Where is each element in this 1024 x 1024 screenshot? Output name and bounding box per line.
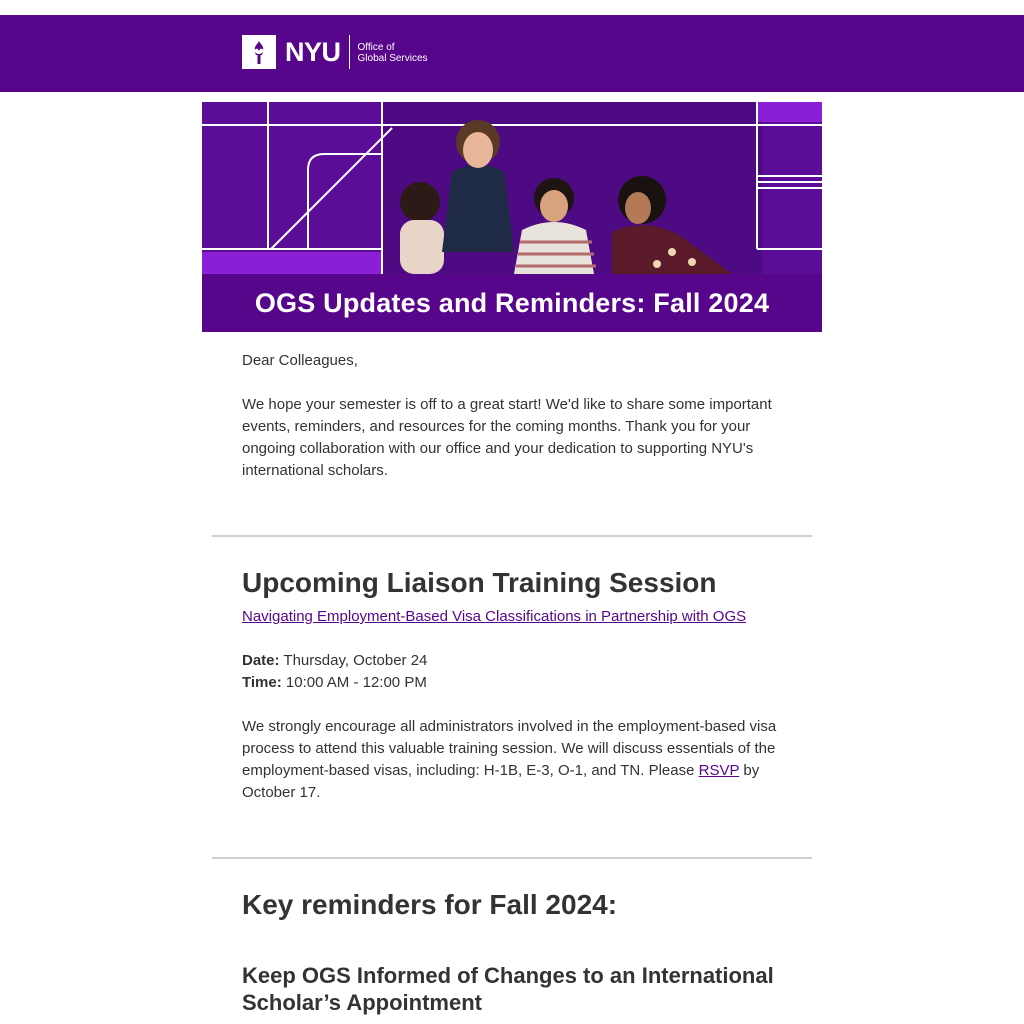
training-heading: Upcoming Liaison Training Session <box>242 567 717 598</box>
top-strip <box>0 0 1024 15</box>
training-description <box>242 716 782 804</box>
rsvp-link[interactable]: RSVP <box>698 762 740 779</box>
time-label: Time: <box>242 674 282 691</box>
email-header <box>0 15 1024 92</box>
reminders-heading: Key reminders for Fall 2024: <box>242 889 618 920</box>
intro-paragraph: We hope your semester is off to a great start! We'd like to share some important events, reminders, and resources for the coming months. Thank you for your ongoing collaboration with our office and your dedication to supporting NYU's international scholars. <box>242 396 772 479</box>
date-value: Thursday, October 24 <box>283 652 428 669</box>
nyu-wordmark: NYU <box>285 37 341 67</box>
reminders-section <box>242 884 782 1016</box>
greeting: Dear Colleagues, <box>242 352 358 369</box>
section-divider <box>212 535 812 537</box>
logo-divider <box>349 35 350 69</box>
hero-title: OGS Updates and Reminders: Fall 2024 <box>254 287 770 318</box>
reminder-subheading: Keep OGS Informed of Changes to an International Scholar’s Appointment <box>242 963 774 1015</box>
training-description-text: We strongly encourage all administrators involved in the employment-based visa process to attend this valuable training session. We will discuss essentials of the employment-based visas, including: H-1B, E-3, O-1, and TN. Please <box>242 718 777 779</box>
hero-banner <box>202 102 822 332</box>
hero-photo <box>202 102 822 274</box>
nyu-ogs-logo[interactable] <box>242 35 428 69</box>
training-session-link[interactable]: Navigating Employment-Based Visa Classifications in Partnership with OGS <box>242 608 747 625</box>
training-time <box>242 672 782 694</box>
time-value: 10:00 AM - 12:00 PM <box>285 674 427 691</box>
section-divider <box>212 857 812 859</box>
date-label: Date: <box>242 652 280 669</box>
intro-section <box>242 350 782 482</box>
office-name <box>358 42 428 64</box>
torch-icon <box>242 35 276 69</box>
office-name-line1: Office of <box>357 41 395 53</box>
training-section <box>242 562 782 804</box>
office-name-line2: Global Services <box>357 52 428 64</box>
hero-title-band <box>202 274 822 332</box>
training-description-deadline: by October 17. <box>242 762 760 801</box>
training-date <box>242 650 782 672</box>
